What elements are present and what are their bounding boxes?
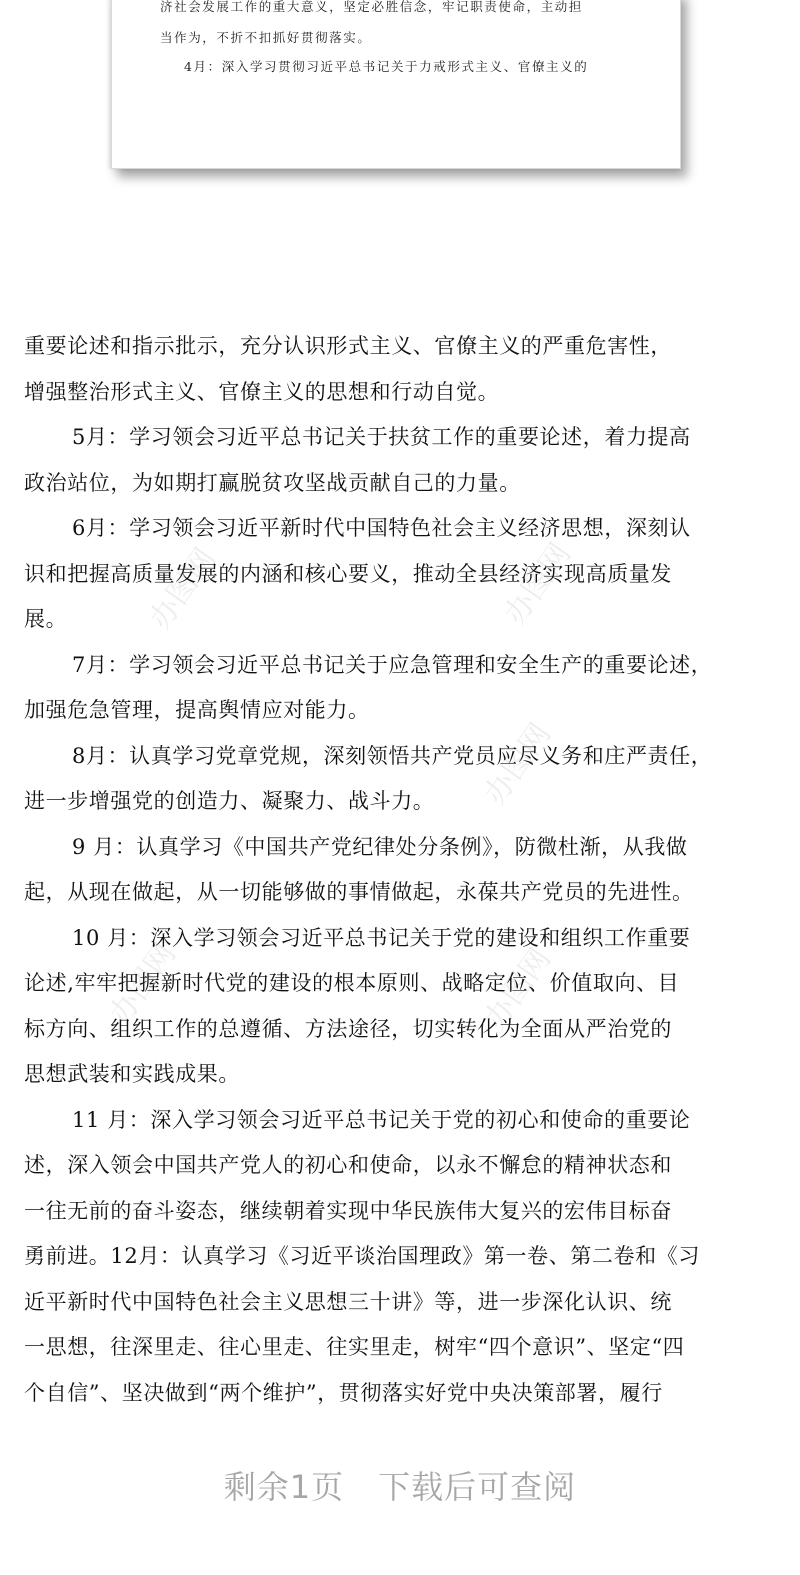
text-line: 起，从现在做起，从一切能够做的事情做起，永葆共产党员的先进性。 — [24, 880, 694, 904]
text-line: 思想武装和实践成果。 — [24, 1062, 240, 1086]
text-line: 述，深入领会中国共产党人的初心和使命，以永不懈怠的精神状态和 — [24, 1153, 672, 1177]
paragraph-august: 8月：认真学习党章党规，深刻领悟共产党员应尽义务和庄严责任， — [72, 743, 713, 768]
watermark: 办图网 — [497, 537, 579, 631]
paragraph-october: 10 月：深入学习领会习近平总书记关于党的建设和组织工作重要 — [72, 925, 691, 950]
preview-page-card — [111, 0, 681, 169]
paragraph-may: 5月：学习领会习近平总书记关于扶贫工作的重要论述，着力提高 — [72, 425, 691, 449]
text-line: 展。 — [24, 607, 68, 631]
text-line: 近平新时代中国特色社会主义思想三十讲》等，进一步深化认识、统 — [24, 1289, 672, 1314]
paragraph-june: 6月：学习领会习近平新时代中国特色社会主义经济思想，深刻认 — [72, 516, 691, 540]
download-hint: 下载后可查阅 — [378, 1468, 577, 1506]
text-line: 论述,牢牢把握新时代党的建设的根本原则、战略定位、价值取向、目 — [24, 971, 680, 995]
watermark: 办图网 — [477, 717, 559, 811]
remaining-pages-count: 剩余1页 — [223, 1468, 345, 1506]
text-line: 识和把握高质量发展的内涵和核心要义，推动全县经济实现高质量发 — [24, 561, 672, 586]
text-line: 一思想，往深里走、往心里走、往实里走，树牢“四个意识”、坚定“四 — [24, 1335, 685, 1359]
text-line: 重要论述和指示批示，充分认识形式主义、官僚主义的严重危害性， — [24, 334, 672, 358]
paragraph-november: 11 月：深入学习领会习近平总书记关于党的初心和使命的重要论 — [72, 1107, 691, 1132]
remaining-pages-banner[interactable] — [0, 1462, 800, 1508]
document-body — [24, 324, 784, 1416]
preview-line: 济社会发展工作的重大意义，坚定必胜信念，牢记职责使命，主动担 — [160, 0, 584, 14]
text-line: 加强危急管理，提高舆情应对能力。 — [24, 698, 370, 722]
text-line: 勇前进。12月：认真学习《习近平谈治国理政》第一卷、第二卷和《习 — [24, 1244, 700, 1268]
text-line: 增强整治形式主义、官僚主义的思想和行动自觉。 — [24, 379, 500, 404]
watermark: 办图网 — [142, 542, 224, 636]
watermark: 办图网 — [477, 942, 559, 1036]
text-line: 标方向、组织工作的总遵循、方法途径，切实转化为全面从严治党的 — [24, 1016, 672, 1041]
preview-line: 4月：深入学习贯彻习近平总书记关于力戒形式主义、官僚主义的 — [184, 59, 589, 74]
text-line: 一往无前的奋斗姿态，继续朝着实现中华民族伟大复兴的宏伟目标奋 — [24, 1198, 672, 1223]
text-line: 进一步增强党的创造力、凝聚力、战斗力。 — [24, 789, 435, 813]
text-line: 个自信”、坚决做到“两个维护”，贯彻落实好党中央决策部署，履行 — [24, 1380, 663, 1405]
paragraph-july: 7月：学习领会习近平总书记关于应急管理和安全生产的重要论述， — [72, 652, 713, 677]
preview-line: 当作为，不折不扣抓好贯彻落实。 — [160, 30, 372, 45]
watermark: 办图网 — [102, 937, 184, 1031]
paragraph-september: 9 月：认真学习《中国共产党纪律处分条例》，防微杜渐，从我做 — [72, 834, 688, 859]
text-line: 政治站位，为如期打赢脱贫攻坚战贡献自己的力量。 — [24, 470, 521, 495]
